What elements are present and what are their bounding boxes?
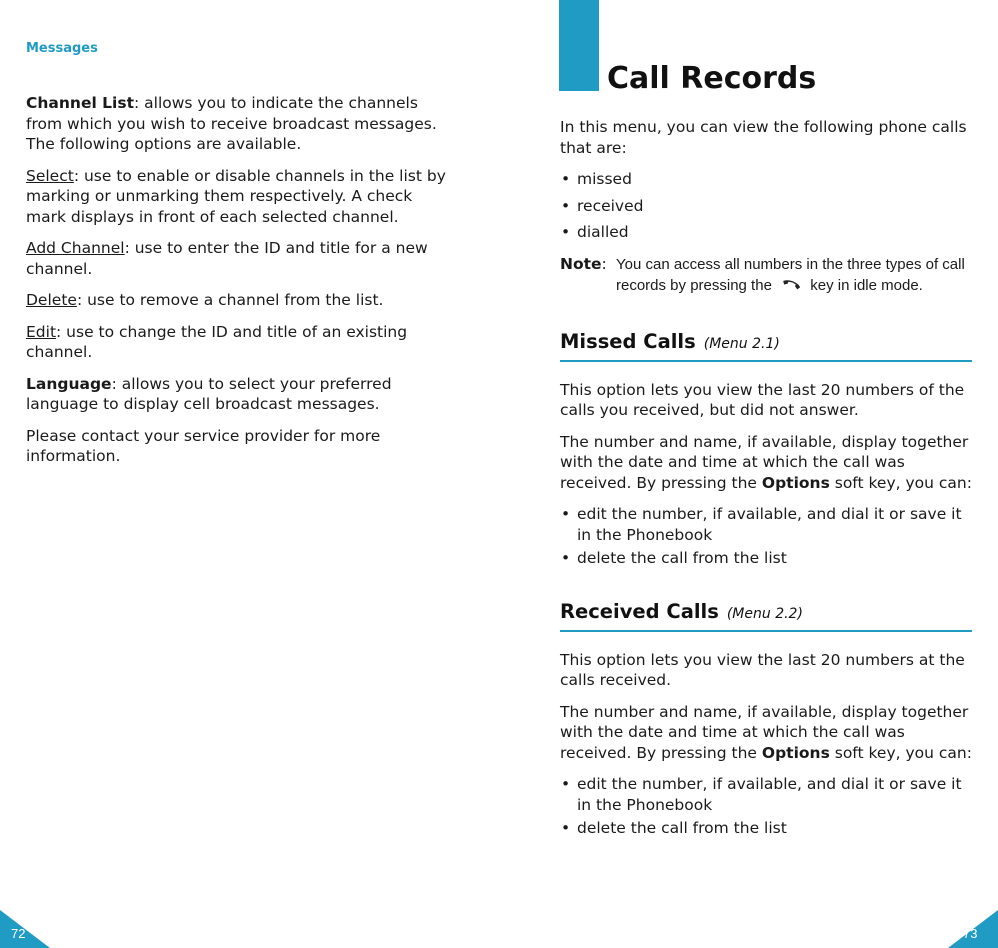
option-edit <box>26 322 446 363</box>
contact-paragraph: Please contact your service provider for more information. <box>26 426 381 465</box>
list-item: • dialled <box>560 222 972 243</box>
list-item: • received <box>560 196 972 217</box>
option-term: Delete <box>26 291 77 309</box>
section-heading-missed-calls: Missed Calls (Menu 2.1) <box>560 329 972 362</box>
missed-calls-para2: The number and name, if available, display together with the date and time at which the call was received. By pressing the Options soft key, you can: <box>560 432 972 492</box>
channel-list-text: : allows you to indicate the channels from which you wish to receive broadcast messages. The following options are available. <box>26 94 437 153</box>
option-term: Add Channel <box>26 239 125 257</box>
option-delete <box>26 290 446 311</box>
list-item: • delete the call from the list <box>560 818 972 839</box>
list-item: • delete the call from the list <box>560 548 972 569</box>
end-call-key-icon <box>780 278 802 299</box>
option-text: : use to enable or disable channels in the list by marking or unmarking them respectively. A check mark displays in front of each selected channel. <box>26 166 446 226</box>
missed-calls-actions <box>560 504 972 569</box>
language-paragraph <box>26 374 446 415</box>
option-term: Edit <box>26 322 57 341</box>
option-select <box>26 166 446 228</box>
menu-ref: (Menu 2.2) <box>726 605 803 622</box>
language-term: Language <box>26 374 112 393</box>
running-head: Messages <box>26 41 98 56</box>
missed-calls-para1: This option lets you view the last 20 numbers of the calls you received, but did not answer. <box>560 380 965 419</box>
section-heading-received-calls: Received Calls (Menu 2.2) <box>560 599 972 632</box>
channel-list-term: Channel List <box>26 94 134 112</box>
note-text-after: key in idle mode. <box>810 276 923 294</box>
intro-paragraph: In this menu, you can view the following phone calls that are: <box>560 118 967 157</box>
right-page-body <box>560 117 972 850</box>
option-term: Select <box>26 166 74 185</box>
received-calls-actions <box>560 774 972 839</box>
list-item: • edit the number, if available, and dial it or save it in the Phonebook <box>560 504 972 545</box>
channel-list-paragraph <box>26 93 446 155</box>
options-key-term: Options <box>761 743 830 762</box>
received-calls-para2: The number and name, if available, display together with the date and time at which the call was received. By pressing the Options soft key, you can: <box>560 702 972 762</box>
options-key-term: Options <box>761 473 830 492</box>
option-text: : use to enter the ID and title for a new channel. <box>26 239 428 278</box>
note-text <box>616 254 972 299</box>
left-page-body <box>26 93 446 478</box>
received-calls-para1: This option lets you view the last 20 numbers at the calls received. <box>560 650 965 689</box>
call-types-list <box>560 169 972 243</box>
menu-ref: (Menu 2.1) <box>703 335 780 352</box>
option-text: : use to change the ID and title of an existing channel. <box>26 322 408 361</box>
note-label: Note: <box>560 254 607 273</box>
list-item: • edit the number, if available, and dial it or save it in the Phonebook <box>560 774 972 815</box>
page-number-right: 73 <box>963 926 978 941</box>
chapter-bar <box>559 0 599 91</box>
note <box>560 254 972 299</box>
option-text: : use to remove a channel from the list. <box>76 291 384 309</box>
chapter-title: Call Records <box>607 61 817 96</box>
list-item: • missed <box>560 169 972 190</box>
option-add-channel <box>26 238 446 279</box>
language-text: : allows you to select your preferred language to display cell broadcast messages. <box>26 374 392 413</box>
page-number-left: 72 <box>11 926 26 941</box>
note-text-before: You can access all numbers in the three types of call records by pressing the <box>616 255 965 294</box>
